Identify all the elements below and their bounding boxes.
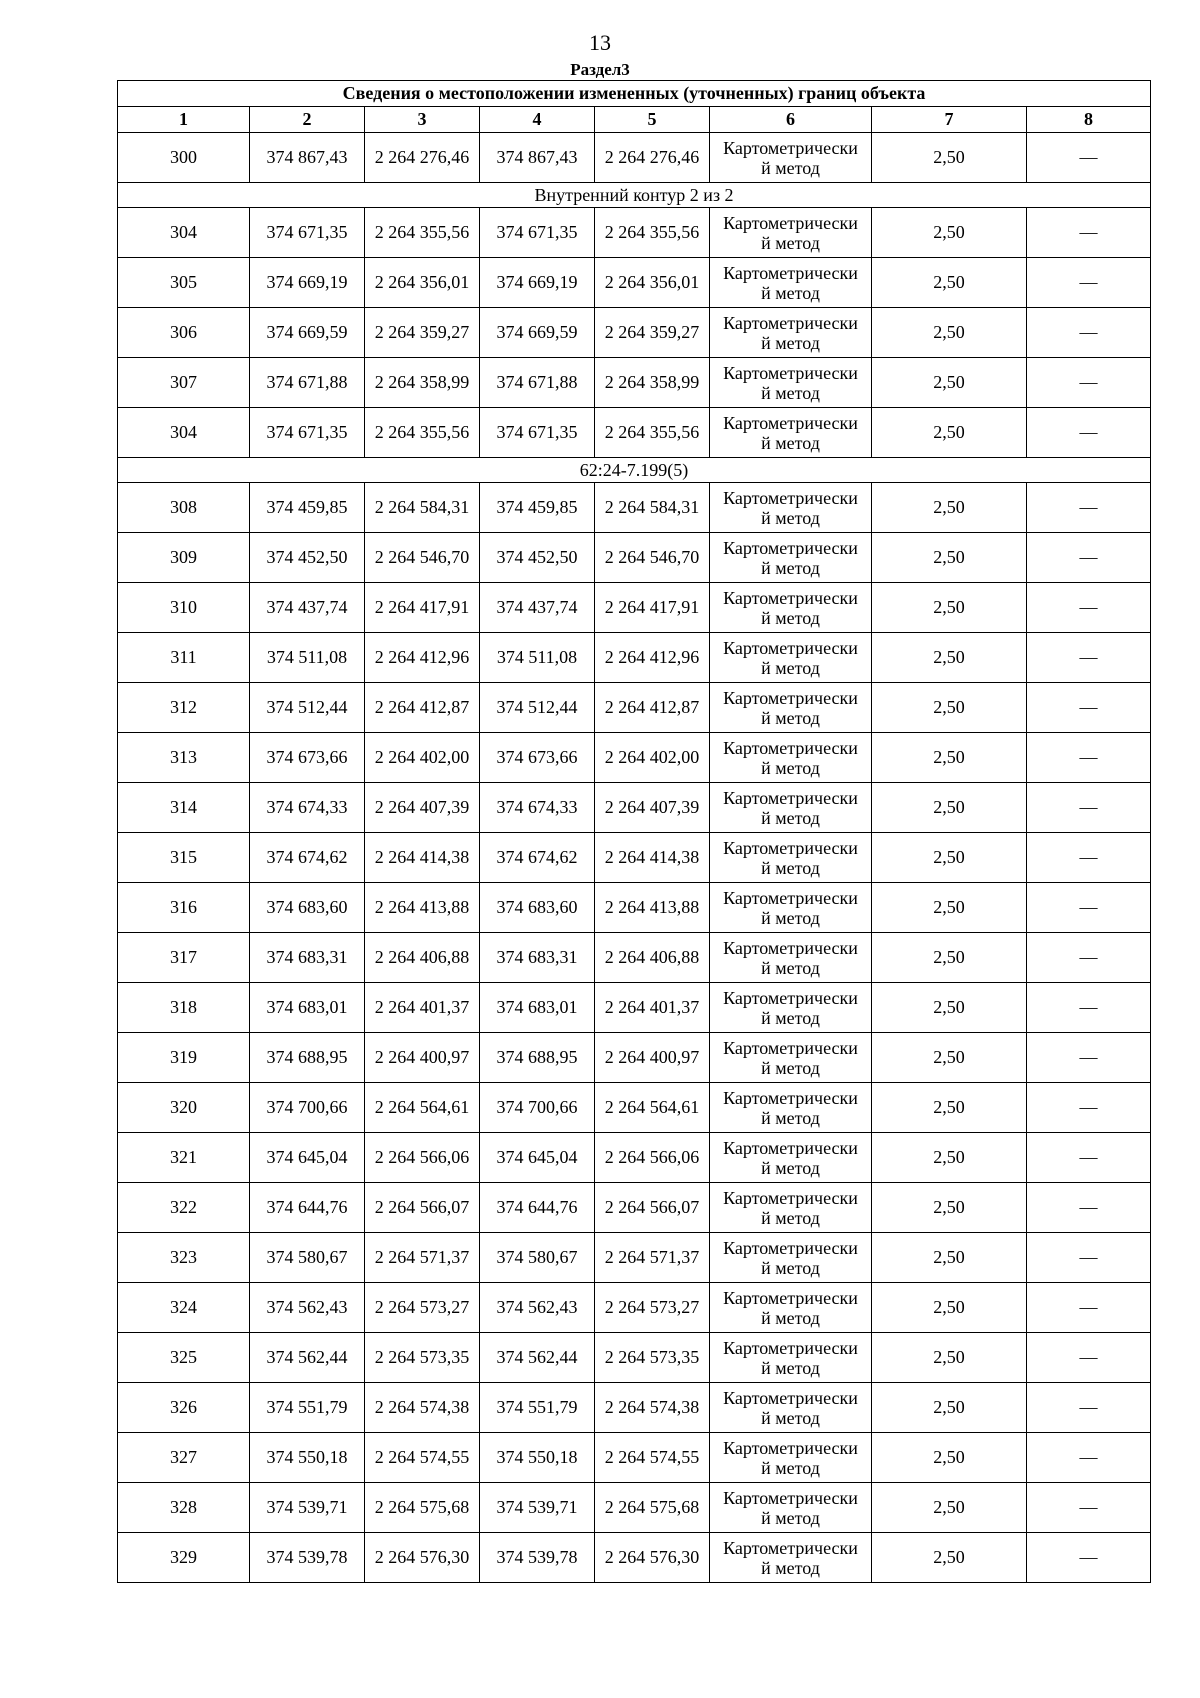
x-coordinate-cell: 374 671,88	[250, 358, 365, 408]
accuracy-cell: 2,50	[872, 633, 1027, 683]
note-cell: —	[1027, 1283, 1151, 1333]
point-number-cell: 300	[118, 133, 250, 183]
note-cell: —	[1027, 1183, 1151, 1233]
point-number-cell: 327	[118, 1433, 250, 1483]
y-coordinate-new-cell: 2 264 566,06	[595, 1133, 710, 1183]
y-coordinate-cell: 2 264 356,01	[365, 258, 480, 308]
y-coordinate-cell: 2 264 413,88	[365, 883, 480, 933]
y-coordinate-cell: 2 264 355,56	[365, 408, 480, 458]
y-coordinate-new-cell: 2 264 412,87	[595, 683, 710, 733]
method-cell: Картометрически й метод	[710, 1433, 872, 1483]
boundary-table	[117, 80, 1151, 1583]
method-cell: Картометрически й метод	[710, 1033, 872, 1083]
x-coordinate-new-cell: 374 700,66	[480, 1083, 595, 1133]
y-coordinate-cell: 2 264 546,70	[365, 533, 480, 583]
note-cell: —	[1027, 633, 1151, 683]
y-coordinate-new-cell: 2 264 417,91	[595, 583, 710, 633]
accuracy-cell: 2,50	[872, 258, 1027, 308]
y-coordinate-cell: 2 264 400,97	[365, 1033, 480, 1083]
y-coordinate-new-cell: 2 264 571,37	[595, 1233, 710, 1283]
table-row	[118, 1383, 1151, 1433]
x-coordinate-cell: 374 580,67	[250, 1233, 365, 1283]
method-cell: Картометрически й метод	[710, 833, 872, 883]
y-coordinate-new-cell: 2 264 402,00	[595, 733, 710, 783]
point-number-cell: 325	[118, 1333, 250, 1383]
x-coordinate-cell: 374 688,95	[250, 1033, 365, 1083]
y-coordinate-cell: 2 264 355,56	[365, 208, 480, 258]
accuracy-cell: 2,50	[872, 1383, 1027, 1433]
method-cell: Картометрически й метод	[710, 258, 872, 308]
note-cell: —	[1027, 1533, 1151, 1583]
note-cell: —	[1027, 683, 1151, 733]
note-cell: —	[1027, 308, 1151, 358]
table-row	[118, 783, 1151, 833]
y-coordinate-cell: 2 264 412,87	[365, 683, 480, 733]
x-coordinate-new-cell: 374 683,31	[480, 933, 595, 983]
point-number-cell: 304	[118, 208, 250, 258]
y-coordinate-cell: 2 264 566,07	[365, 1183, 480, 1233]
x-coordinate-new-cell: 374 644,76	[480, 1183, 595, 1233]
table-row	[118, 408, 1151, 458]
y-coordinate-new-cell: 2 264 564,61	[595, 1083, 710, 1133]
method-cell: Картометрически й метод	[710, 1483, 872, 1533]
point-number-cell: 321	[118, 1133, 250, 1183]
method-cell: Картометрически й метод	[710, 533, 872, 583]
column-number: 8	[1027, 107, 1151, 133]
y-coordinate-cell: 2 264 571,37	[365, 1233, 480, 1283]
x-coordinate-cell: 374 562,43	[250, 1283, 365, 1333]
x-coordinate-cell: 374 669,19	[250, 258, 365, 308]
contour-section-row	[118, 183, 1151, 208]
point-number-cell: 305	[118, 258, 250, 308]
column-number: 5	[595, 107, 710, 133]
accuracy-cell: 2,50	[872, 308, 1027, 358]
y-coordinate-cell: 2 264 412,96	[365, 633, 480, 683]
table-row	[118, 1083, 1151, 1133]
x-coordinate-cell: 374 700,66	[250, 1083, 365, 1133]
note-cell: —	[1027, 1333, 1151, 1383]
method-cell: Картометрически й метод	[710, 1333, 872, 1383]
x-coordinate-new-cell: 374 669,19	[480, 258, 595, 308]
method-cell: Картометрически й метод	[710, 633, 872, 683]
accuracy-cell: 2,50	[872, 683, 1027, 733]
contour-section-row	[118, 458, 1151, 483]
column-number: 7	[872, 107, 1027, 133]
x-coordinate-new-cell: 374 683,60	[480, 883, 595, 933]
x-coordinate-cell: 374 683,31	[250, 933, 365, 983]
point-number-cell: 326	[118, 1383, 250, 1433]
note-cell: —	[1027, 583, 1151, 633]
y-coordinate-new-cell: 2 264 355,56	[595, 408, 710, 458]
point-number-cell: 307	[118, 358, 250, 408]
point-number-cell: 319	[118, 1033, 250, 1083]
x-coordinate-new-cell: 374 562,43	[480, 1283, 595, 1333]
point-number-cell: 309	[118, 533, 250, 583]
note-cell: —	[1027, 983, 1151, 1033]
y-coordinate-cell: 2 264 575,68	[365, 1483, 480, 1533]
x-coordinate-cell: 374 683,60	[250, 883, 365, 933]
x-coordinate-new-cell: 374 669,59	[480, 308, 595, 358]
note-cell: —	[1027, 1083, 1151, 1133]
accuracy-cell: 2,50	[872, 1283, 1027, 1333]
column-number: 3	[365, 107, 480, 133]
table-row	[118, 533, 1151, 583]
table-row	[118, 1233, 1151, 1283]
y-coordinate-cell: 2 264 566,06	[365, 1133, 480, 1183]
y-coordinate-cell: 2 264 573,35	[365, 1333, 480, 1383]
accuracy-cell: 2,50	[872, 833, 1027, 883]
table-row	[118, 1533, 1151, 1583]
note-cell: —	[1027, 358, 1151, 408]
section-title: Раздел3	[570, 60, 630, 79]
x-coordinate-cell: 374 550,18	[250, 1433, 365, 1483]
point-number-cell: 318	[118, 983, 250, 1033]
y-coordinate-new-cell: 2 264 400,97	[595, 1033, 710, 1083]
point-number-cell: 323	[118, 1233, 250, 1283]
method-cell: Картометрически й метод	[710, 683, 872, 733]
method-cell: Картометрически й метод	[710, 1183, 872, 1233]
note-cell: —	[1027, 733, 1151, 783]
accuracy-cell: 2,50	[872, 358, 1027, 408]
accuracy-cell: 2,50	[872, 1183, 1027, 1233]
y-coordinate-cell: 2 264 358,99	[365, 358, 480, 408]
note-cell: —	[1027, 1433, 1151, 1483]
note-cell: —	[1027, 783, 1151, 833]
y-coordinate-cell: 2 264 276,46	[365, 133, 480, 183]
accuracy-cell: 2,50	[872, 1533, 1027, 1583]
table-row	[118, 258, 1151, 308]
x-coordinate-new-cell: 374 671,35	[480, 208, 595, 258]
table-row	[118, 833, 1151, 883]
x-coordinate-cell: 374 452,50	[250, 533, 365, 583]
method-cell: Картометрически й метод	[710, 583, 872, 633]
point-number-cell: 312	[118, 683, 250, 733]
method-cell: Картометрически й метод	[710, 358, 872, 408]
column-number: 6	[710, 107, 872, 133]
x-coordinate-cell: 374 539,78	[250, 1533, 365, 1583]
method-cell: Картометрически й метод	[710, 1383, 872, 1433]
x-coordinate-new-cell: 374 580,67	[480, 1233, 595, 1283]
table-row	[118, 633, 1151, 683]
y-coordinate-cell: 2 264 574,38	[365, 1383, 480, 1433]
x-coordinate-new-cell: 374 683,01	[480, 983, 595, 1033]
x-coordinate-new-cell: 374 437,74	[480, 583, 595, 633]
method-cell: Картометрически й метод	[710, 1133, 872, 1183]
y-coordinate-new-cell: 2 264 413,88	[595, 883, 710, 933]
x-coordinate-cell: 374 511,08	[250, 633, 365, 683]
x-coordinate-new-cell: 374 671,88	[480, 358, 595, 408]
method-cell: Картометрически й метод	[710, 308, 872, 358]
table-row	[118, 883, 1151, 933]
y-coordinate-new-cell: 2 264 401,37	[595, 983, 710, 1033]
x-coordinate-new-cell: 374 550,18	[480, 1433, 595, 1483]
x-coordinate-cell: 374 674,62	[250, 833, 365, 883]
table-title: Сведения о местоположении измененных (уточненных) границ объекта	[118, 81, 1151, 107]
y-coordinate-new-cell: 2 264 407,39	[595, 783, 710, 833]
accuracy-cell: 2,50	[872, 1033, 1027, 1083]
point-number-cell: 324	[118, 1283, 250, 1333]
accuracy-cell: 2,50	[872, 1433, 1027, 1483]
x-coordinate-cell: 374 644,76	[250, 1183, 365, 1233]
y-coordinate-cell: 2 264 417,91	[365, 583, 480, 633]
method-cell: Картометрически й метод	[710, 983, 872, 1033]
method-cell: Картометрически й метод	[710, 733, 872, 783]
accuracy-cell: 2,50	[872, 783, 1027, 833]
table-row	[118, 1333, 1151, 1383]
point-number-cell: 304	[118, 408, 250, 458]
note-cell: —	[1027, 883, 1151, 933]
table-row	[118, 933, 1151, 983]
note-cell: —	[1027, 258, 1151, 308]
y-coordinate-new-cell: 2 264 573,35	[595, 1333, 710, 1383]
y-coordinate-cell: 2 264 574,55	[365, 1433, 480, 1483]
page-number: 13	[589, 30, 611, 55]
table-row	[118, 683, 1151, 733]
table-row	[118, 208, 1151, 258]
column-number: 1	[118, 107, 250, 133]
accuracy-cell: 2,50	[872, 933, 1027, 983]
note-cell: —	[1027, 533, 1151, 583]
y-coordinate-cell: 2 264 573,27	[365, 1283, 480, 1333]
y-coordinate-new-cell: 2 264 358,99	[595, 358, 710, 408]
accuracy-cell: 2,50	[872, 208, 1027, 258]
accuracy-cell: 2,50	[872, 983, 1027, 1033]
y-coordinate-cell: 2 264 401,37	[365, 983, 480, 1033]
point-number-cell: 308	[118, 483, 250, 533]
x-coordinate-cell: 374 867,43	[250, 133, 365, 183]
x-coordinate-cell: 374 671,35	[250, 408, 365, 458]
x-coordinate-new-cell: 374 688,95	[480, 1033, 595, 1083]
method-cell: Картометрически й метод	[710, 1233, 872, 1283]
x-coordinate-cell: 374 437,74	[250, 583, 365, 633]
x-coordinate-cell: 374 683,01	[250, 983, 365, 1033]
method-cell: Картометрически й метод	[710, 883, 872, 933]
table-row	[118, 733, 1151, 783]
y-coordinate-new-cell: 2 264 574,55	[595, 1433, 710, 1483]
contour-label: 62:24-7.199(5)	[118, 458, 1151, 483]
note-cell: —	[1027, 208, 1151, 258]
column-number-row	[118, 107, 1151, 133]
y-coordinate-new-cell: 2 264 584,31	[595, 483, 710, 533]
x-coordinate-new-cell: 374 551,79	[480, 1383, 595, 1433]
method-cell: Картометрически й метод	[710, 933, 872, 983]
method-cell: Картометрически й метод	[710, 1283, 872, 1333]
x-coordinate-cell: 374 551,79	[250, 1383, 365, 1433]
accuracy-cell: 2,50	[872, 1333, 1027, 1383]
table-row	[118, 358, 1151, 408]
x-coordinate-new-cell: 374 459,85	[480, 483, 595, 533]
table-row	[118, 308, 1151, 358]
note-cell: —	[1027, 1483, 1151, 1533]
method-cell: Картометрически й метод	[710, 483, 872, 533]
y-coordinate-cell: 2 264 414,38	[365, 833, 480, 883]
y-coordinate-new-cell: 2 264 576,30	[595, 1533, 710, 1583]
point-number-cell: 315	[118, 833, 250, 883]
x-coordinate-new-cell: 374 673,66	[480, 733, 595, 783]
y-coordinate-new-cell: 2 264 356,01	[595, 258, 710, 308]
note-cell: —	[1027, 1133, 1151, 1183]
point-number-cell: 316	[118, 883, 250, 933]
x-coordinate-cell: 374 562,44	[250, 1333, 365, 1383]
note-cell: —	[1027, 1233, 1151, 1283]
y-coordinate-new-cell: 2 264 276,46	[595, 133, 710, 183]
y-coordinate-new-cell: 2 264 546,70	[595, 533, 710, 583]
note-cell: —	[1027, 133, 1151, 183]
table-row	[118, 1033, 1151, 1083]
table-row	[118, 1483, 1151, 1533]
point-number-cell: 322	[118, 1183, 250, 1233]
method-cell: Картометрически й метод	[710, 208, 872, 258]
method-cell: Картометрически й метод	[710, 783, 872, 833]
x-coordinate-new-cell: 374 674,33	[480, 783, 595, 833]
x-coordinate-cell: 374 674,33	[250, 783, 365, 833]
x-coordinate-new-cell: 374 674,62	[480, 833, 595, 883]
y-coordinate-new-cell: 2 264 573,27	[595, 1283, 710, 1333]
note-cell: —	[1027, 833, 1151, 883]
method-cell: Картометрически й метод	[710, 133, 872, 183]
y-coordinate-new-cell: 2 264 575,68	[595, 1483, 710, 1533]
y-coordinate-new-cell: 2 264 359,27	[595, 308, 710, 358]
x-coordinate-new-cell: 374 645,04	[480, 1133, 595, 1183]
method-cell: Картометрически й метод	[710, 1533, 872, 1583]
x-coordinate-cell: 374 512,44	[250, 683, 365, 733]
x-coordinate-new-cell: 374 511,08	[480, 633, 595, 683]
x-coordinate-cell: 374 459,85	[250, 483, 365, 533]
point-number-cell: 306	[118, 308, 250, 358]
method-cell: Картометрически й метод	[710, 1083, 872, 1133]
accuracy-cell: 2,50	[872, 1133, 1027, 1183]
y-coordinate-cell: 2 264 406,88	[365, 933, 480, 983]
x-coordinate-new-cell: 374 671,35	[480, 408, 595, 458]
table-row	[118, 1183, 1151, 1233]
table-row	[118, 133, 1151, 183]
accuracy-cell: 2,50	[872, 583, 1027, 633]
x-coordinate-cell: 374 539,71	[250, 1483, 365, 1533]
y-coordinate-cell: 2 264 584,31	[365, 483, 480, 533]
x-coordinate-new-cell: 374 562,44	[480, 1333, 595, 1383]
y-coordinate-new-cell: 2 264 566,07	[595, 1183, 710, 1233]
table-row	[118, 483, 1151, 533]
method-cell: Картометрически й метод	[710, 408, 872, 458]
accuracy-cell: 2,50	[872, 1083, 1027, 1133]
point-number-cell: 311	[118, 633, 250, 683]
x-coordinate-new-cell: 374 512,44	[480, 683, 595, 733]
y-coordinate-new-cell: 2 264 574,38	[595, 1383, 710, 1433]
x-coordinate-cell: 374 669,59	[250, 308, 365, 358]
x-coordinate-cell: 374 673,66	[250, 733, 365, 783]
table-row	[118, 983, 1151, 1033]
y-coordinate-cell: 2 264 564,61	[365, 1083, 480, 1133]
note-cell: —	[1027, 483, 1151, 533]
point-number-cell: 320	[118, 1083, 250, 1133]
x-coordinate-new-cell: 374 539,78	[480, 1533, 595, 1583]
column-number: 4	[480, 107, 595, 133]
x-coordinate-new-cell: 374 452,50	[480, 533, 595, 583]
accuracy-cell: 2,50	[872, 1483, 1027, 1533]
y-coordinate-new-cell: 2 264 406,88	[595, 933, 710, 983]
accuracy-cell: 2,50	[872, 883, 1027, 933]
point-number-cell: 317	[118, 933, 250, 983]
point-number-cell: 328	[118, 1483, 250, 1533]
note-cell: —	[1027, 933, 1151, 983]
note-cell: —	[1027, 1033, 1151, 1083]
accuracy-cell: 2,50	[872, 133, 1027, 183]
x-coordinate-cell: 374 671,35	[250, 208, 365, 258]
y-coordinate-new-cell: 2 264 355,56	[595, 208, 710, 258]
point-number-cell: 310	[118, 583, 250, 633]
note-cell: —	[1027, 1383, 1151, 1433]
accuracy-cell: 2,50	[872, 408, 1027, 458]
y-coordinate-cell: 2 264 359,27	[365, 308, 480, 358]
table-row	[118, 1133, 1151, 1183]
y-coordinate-cell: 2 264 402,00	[365, 733, 480, 783]
x-coordinate-new-cell: 374 867,43	[480, 133, 595, 183]
y-coordinate-new-cell: 2 264 414,38	[595, 833, 710, 883]
table-row	[118, 1433, 1151, 1483]
x-coordinate-new-cell: 374 539,71	[480, 1483, 595, 1533]
accuracy-cell: 2,50	[872, 1233, 1027, 1283]
accuracy-cell: 2,50	[872, 483, 1027, 533]
point-number-cell: 313	[118, 733, 250, 783]
note-cell: —	[1027, 408, 1151, 458]
table-row	[118, 1283, 1151, 1333]
table-row	[118, 583, 1151, 633]
accuracy-cell: 2,50	[872, 733, 1027, 783]
y-coordinate-cell: 2 264 407,39	[365, 783, 480, 833]
y-coordinate-cell: 2 264 576,30	[365, 1533, 480, 1583]
accuracy-cell: 2,50	[872, 533, 1027, 583]
column-number: 2	[250, 107, 365, 133]
point-number-cell: 329	[118, 1533, 250, 1583]
point-number-cell: 314	[118, 783, 250, 833]
x-coordinate-cell: 374 645,04	[250, 1133, 365, 1183]
contour-label: Внутренний контур 2 из 2	[118, 183, 1151, 208]
y-coordinate-new-cell: 2 264 412,96	[595, 633, 710, 683]
